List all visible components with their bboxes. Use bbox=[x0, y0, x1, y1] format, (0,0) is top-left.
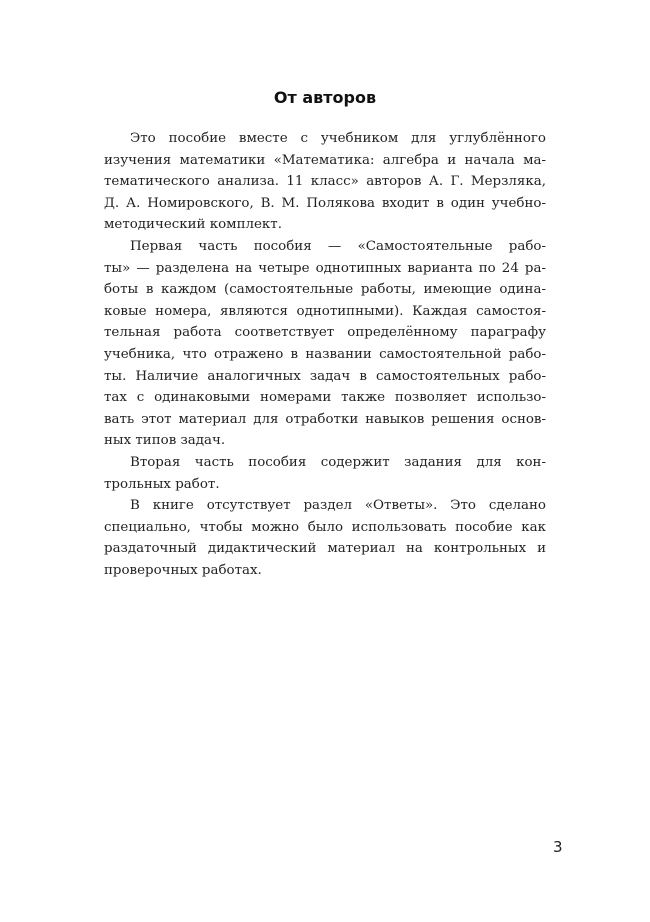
text-line: учебника, что отражено в названии самостоятельной рабо- bbox=[104, 346, 546, 362]
text-line: вать этот материал для отработки навыков решения основ- bbox=[104, 411, 546, 427]
text-line: изучения математики «Математика: алгебра и начала ма- bbox=[104, 152, 546, 168]
text-line: тематического анализа. 11 класс» авторов А. Г. Мерзляка, bbox=[104, 174, 546, 190]
page-title: От авторов bbox=[273, 88, 377, 107]
text-line: тах с одинаковыми номерами также позволяет использо- bbox=[104, 390, 546, 406]
page-number: 3 bbox=[553, 838, 563, 856]
text-line: ковые номера, являются однотипными). Каждая самостоя- bbox=[104, 303, 546, 319]
text-line: тельная работа соответствует определённому параграфу bbox=[104, 325, 546, 341]
text-line: ты» — разделена на четыре однотипных варианта по 24 ра- bbox=[104, 260, 546, 276]
text-line: ты. Наличие аналогичных задач в самостоятельных рабо- bbox=[104, 368, 546, 384]
text-line: раздаточный дидактический материал на контрольных и bbox=[104, 541, 546, 557]
text-line: специально, чтобы можно было использовать пособие как bbox=[104, 519, 546, 535]
text-line: ных типов задач. bbox=[104, 433, 226, 449]
text-line: методический комплект. bbox=[104, 217, 282, 233]
text-line: Д. А. Номировского, В. М. Полякова входит в один учебно- bbox=[104, 195, 546, 211]
text-line: Это пособие вместе с учебником для углублённого bbox=[130, 131, 546, 146]
text-line: боты в каждом (самостоятельные работы, имеющие одина- bbox=[104, 282, 546, 298]
text-line: Первая часть пособия — «Самостоятельные рабо- bbox=[130, 238, 546, 254]
text-line: В книге отсутствует раздел «Ответы». Это сделано bbox=[130, 498, 546, 514]
text-line: проверочных работах. bbox=[104, 562, 262, 578]
text-line: трольных работ. bbox=[104, 476, 220, 492]
body-text bbox=[104, 128, 546, 581]
text-line: Вторая часть пособия содержит задания для кон- bbox=[130, 454, 546, 470]
